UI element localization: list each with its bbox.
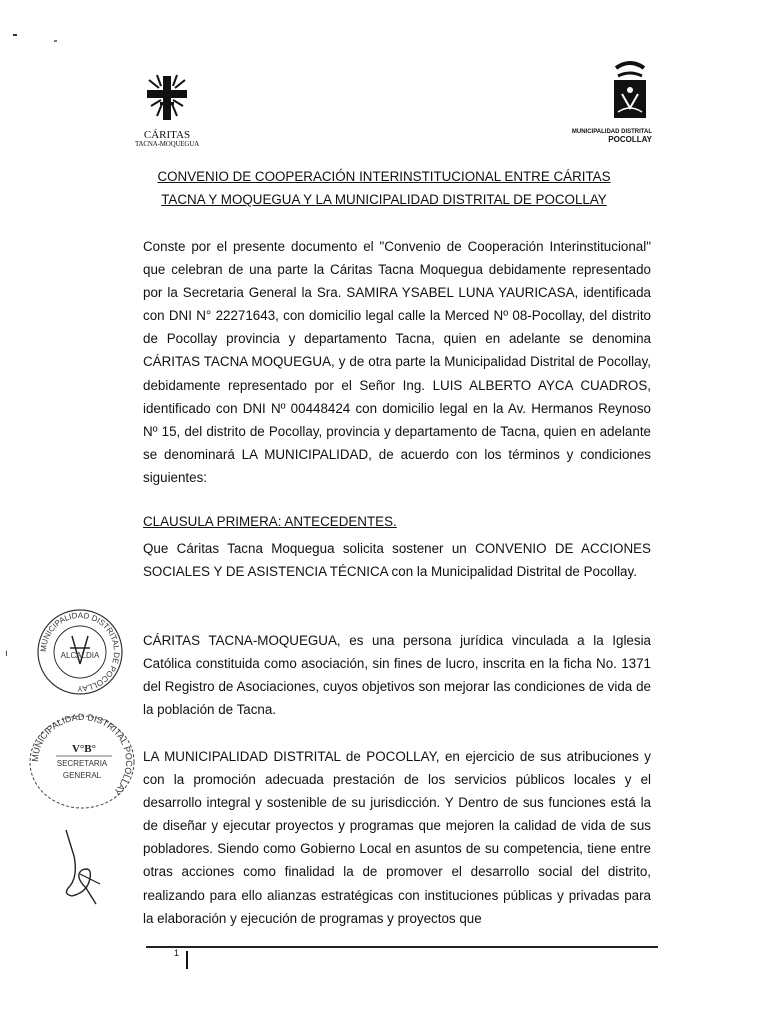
handwritten-signature <box>60 828 110 913</box>
municipality-crest-icon <box>608 60 652 122</box>
caritas-cross-icon <box>143 72 191 122</box>
stamp-center-text: ALCALDIA <box>60 651 100 660</box>
secretaria-stamp <box>26 712 138 815</box>
caritas-logo-name: CÁRITAS <box>143 129 191 141</box>
municipality-logo-line1: MUNICIPALIDAD DISTRITAL <box>571 129 652 135</box>
clause-heading: CLAUSULA PRIMERA: ANTECEDENTES. <box>143 514 397 529</box>
municipality-logo-line2: POCOLLAY <box>608 135 652 144</box>
scan-speck <box>13 34 17 36</box>
title-line-2: TACNA Y MOQUEGUA Y LA MUNICIPALIDAD DISTRITAL DE POCOLLAY <box>161 192 607 207</box>
page-number-bar <box>186 951 188 969</box>
stamp-ring-text: MUNICIPALIDAD DISTRITAL DE POCOLLAY <box>38 610 122 694</box>
alcaldia-stamp <box>36 608 124 701</box>
stamp-center-text: GENERAL <box>62 771 102 780</box>
stamp-center-text: SECRETARIA <box>56 759 108 768</box>
stamp-ring-text: MUNICIPALIDAD DISTRITAL POCOLLAY <box>29 712 135 798</box>
page-number: 1 <box>174 948 180 958</box>
intro-paragraph: Conste por el presente documento el "Convenio de Cooperación Interinstitucional" que celebran de una parte la Cáritas Tacna Moquegua debidamente representado por la Secretaria General la Sra. SAMIRA YSABEL LUNA YAURICASA, identificada con DNI N° 22271643, con domicilio legal calle la Merced Nº 08-Pocollay, del distrito de Pocollay provincia y departamento Tacna, quien en adelante se denomina CÁRITAS TACNA MOQUEGUA, y de otra parte la Municipalidad Distrital de Pocollay, debidamente representado por el Señor Ing. LUIS ALBERTO AYCA CUADROS, identificado con DNI Nº 00448424 con domicilio legal en la Av. Hermanos Reynoso Nº 15, del distrito de Pocollay, provincia y departamento de Tacna, quien en adelante se denominará LA MUNICIPALIDAD, de acuerdo con los términos y condiciones siguientes: <box>143 239 651 485</box>
caritas-logo-subtitle: TACNA-MOQUEGUA <box>135 140 199 148</box>
document-title <box>120 165 648 211</box>
footer-rule <box>146 946 658 948</box>
municipality-logo <box>560 60 652 144</box>
stamp-center-text: V°B° <box>71 743 97 755</box>
clause-paragraph: Que Cáritas Tacna Moquegua solicita sostener un CONVENIO DE ACCIONES SOCIALES Y DE ASISTENCIA TÉCNICA con la Municipalidad Distrital de Pocollay. <box>143 541 651 580</box>
margin-mark-icon: ı <box>5 648 8 659</box>
title-line-1: CONVENIO DE COOPERACIÓN INTERINSTITUCIONAL ENTRE CÁRITAS <box>157 169 611 184</box>
clause-paragraph: CÁRITAS TACNA-MOQUEGUA, es una persona jurídica vinculada a la Iglesia Católica constituida como asociación, sin fines de lucro, inscrita en la ficha No. 1371 del Registro de Asociaciones, cuyos objetivos son mejorar las condiciones de vida de la población de Tacna. <box>143 633 651 718</box>
clause-paragraph: LA MUNICIPALIDAD DISTRITAL de POCOLLAY, en ejercicio de sus atribuciones y con la promoción adecuada prestación de los servicios públicos locales y el desarrollo integral y sostenible de su jurisdicción. Y Dentro de sus funciones está la de diseñar y ejecutar proyectos y programas que mejoren la calidad de vida de sus pobladores. Siendo como Gobierno Local en asuntos de su competencia, tiene entre otras acciones como finalidad la de promover el desarrollo social del distrito, realizando para ello alianzas estratégicas con instituciones públicas y privadas para la elaboración y ejecución de programas y proyectos que <box>143 749 651 926</box>
scan-speck <box>54 40 57 42</box>
caritas-logo <box>128 72 206 148</box>
